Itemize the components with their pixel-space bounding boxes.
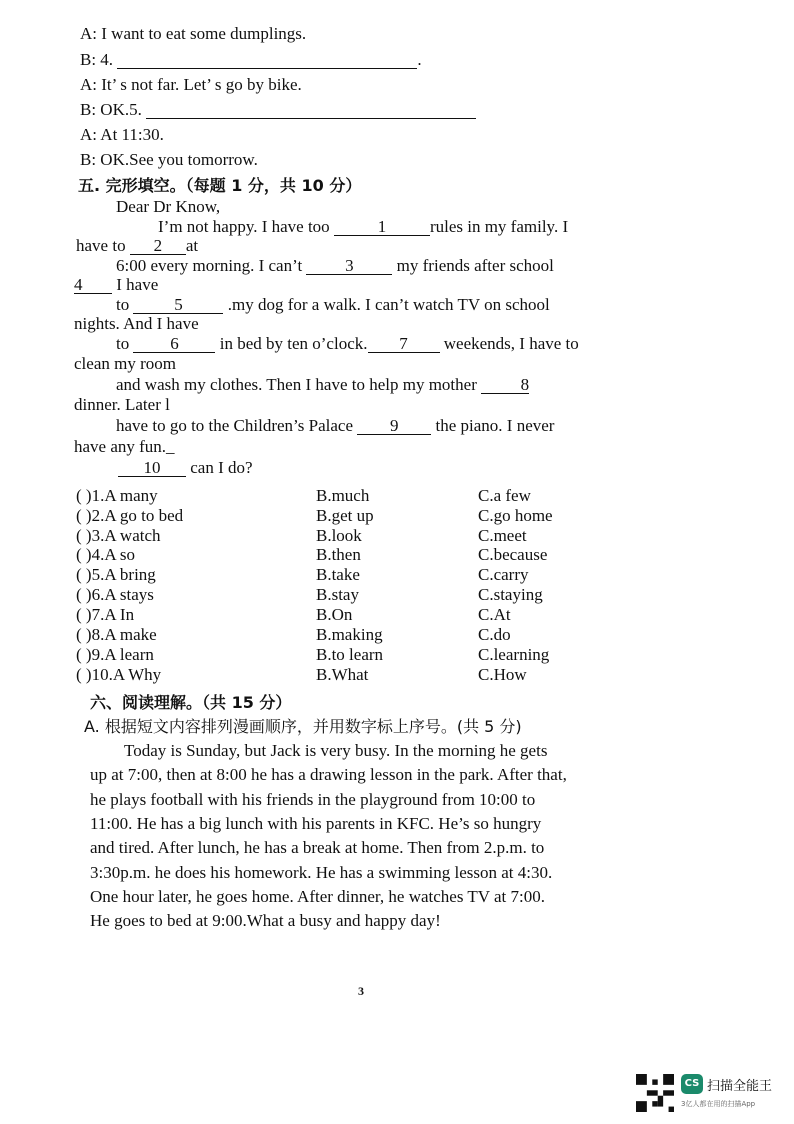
option-row-6-b: B.stay bbox=[316, 585, 359, 604]
option-row-8-b: B.making bbox=[316, 625, 383, 644]
cloze-line-m bbox=[118, 458, 253, 478]
option-row-6-c: C.staying bbox=[478, 585, 543, 604]
option-row-2-b: B.get up bbox=[316, 506, 374, 525]
cloze-text: I have bbox=[116, 275, 159, 294]
cloze-line-k bbox=[116, 416, 554, 436]
cloze-text: weekends, I have to bbox=[443, 334, 579, 353]
cloze-blank-1[interactable]: 1 bbox=[334, 218, 430, 236]
cloze-text: can I do? bbox=[190, 458, 253, 477]
answer-blank-5[interactable] bbox=[146, 101, 476, 119]
cloze-line-j: dinner. Later l bbox=[74, 395, 170, 414]
passage-line-2: up at 7:00, then at 8:00 he has a drawing lesson in the park. After that, bbox=[90, 765, 567, 785]
cloze-blank-2[interactable]: 2 bbox=[130, 237, 186, 255]
option-row-2-number-a[interactable]: ( )2.A go to bed bbox=[76, 506, 184, 525]
cloze-text: the piano. I never bbox=[435, 416, 555, 435]
option-row-10-number-a[interactable]: ( )10.A Why bbox=[76, 665, 162, 684]
option-row-3-number-a[interactable]: ( )3.A watch bbox=[76, 526, 161, 545]
option-row-8-c: C.do bbox=[478, 625, 511, 644]
dialogue-line-2-suffix: . bbox=[417, 50, 422, 69]
option-row-3-b: B.look bbox=[316, 526, 362, 545]
passage-line-8: He goes to bed at 9:00.What a busy and happy day! bbox=[90, 911, 441, 931]
option-row-10-b: B.What bbox=[316, 665, 369, 684]
passage-line-5: and tired. After lunch, he has a break at home. Then from 2.p.m. to bbox=[90, 838, 545, 858]
cloze-line-g bbox=[116, 334, 579, 354]
camscanner-logo: CS bbox=[681, 1074, 703, 1094]
cloze-text: 6:00 every morning. I can’t bbox=[116, 256, 303, 275]
passage-line-4: 11:00. He has a big lunch with his parents in KFC. He’s so hungry bbox=[90, 813, 542, 833]
cloze-line-h: clean my room bbox=[74, 354, 176, 373]
dialogue-line-5: A: At 11:30. bbox=[80, 125, 164, 144]
cloze-text: .my dog for a walk. I can’t watch TV on school bbox=[227, 295, 550, 314]
cloze-line-l: have any fun._ bbox=[74, 437, 175, 456]
part-a-instruction: A. 根据短文内容排列漫画顺序，并用数字标上序号。(共 5 分) bbox=[84, 717, 522, 736]
cloze-text: to bbox=[116, 295, 130, 314]
cloze-text: have to bbox=[76, 236, 126, 255]
option-row-8-number-a[interactable]: ( )8.A make bbox=[76, 625, 157, 644]
cloze-text: in bed by ten o’clock. bbox=[219, 334, 368, 353]
answer-blank-4[interactable] bbox=[117, 51, 417, 69]
option-row-2-c: C.go home bbox=[478, 506, 553, 525]
dialogue-line-6: B: OK.See you tomorrow. bbox=[80, 150, 258, 169]
option-row-9-b: B.to learn bbox=[316, 645, 384, 664]
option-row-3-c: C.meet bbox=[478, 526, 527, 545]
dialogue-line-3: A: It’ s not far. Let’ s go by bike. bbox=[80, 75, 302, 94]
option-row-1-b: B.much bbox=[316, 486, 370, 505]
option-row-4-c: C.because bbox=[478, 545, 548, 564]
cloze-text: have to go to the Children’s Palace bbox=[116, 416, 353, 435]
dialogue-line-1: A: I want to eat some dumplings. bbox=[80, 24, 307, 43]
camscanner-name: 扫描全能王 bbox=[707, 1079, 773, 1094]
cloze-line-d bbox=[74, 275, 158, 295]
cloze-text: I’m not happy. I have too bbox=[158, 217, 330, 236]
passage-line-6: 3:30p.m. he does his homework. He has a swimming lesson at 4:30. bbox=[90, 862, 553, 882]
cloze-text: at bbox=[185, 236, 199, 255]
cloze-line-e bbox=[116, 295, 550, 315]
option-row-6-number-a[interactable]: ( )6.A stays bbox=[76, 585, 154, 604]
page-number: 3 bbox=[358, 984, 364, 998]
section5-title: 五. 完形填空。（每题 1 分，共 10 分） bbox=[78, 176, 362, 195]
cloze-blank-4[interactable]: 4 bbox=[74, 276, 112, 294]
dialogue-line-4 bbox=[80, 100, 476, 120]
option-row-4-b: B.then bbox=[316, 545, 361, 564]
passage-line-1: Today is Sunday, but Jack is very busy. In the morning he gets bbox=[124, 741, 548, 760]
cloze-text: my friends after school bbox=[396, 256, 554, 275]
cloze-line-a bbox=[158, 217, 568, 237]
cloze-blank-7[interactable]: 7 bbox=[368, 335, 440, 353]
option-row-9-number-a[interactable]: ( )9.A learn bbox=[76, 645, 154, 664]
cloze-blank-3[interactable]: 3 bbox=[306, 257, 392, 275]
dialogue-line-2 bbox=[80, 50, 422, 70]
cloze-blank-9[interactable]: 9 bbox=[357, 417, 431, 435]
letter-salutation: Dear Dr Know, bbox=[116, 197, 221, 216]
option-row-1-c: C.a few bbox=[478, 486, 531, 505]
cloze-text: to bbox=[116, 334, 130, 353]
dialogue-line-2-prefix: B: 4. bbox=[80, 50, 114, 69]
option-row-7-number-a[interactable]: ( )7.A In bbox=[76, 605, 135, 624]
cloze-blank-5[interactable]: 5 bbox=[133, 296, 223, 314]
cloze-line-c bbox=[116, 256, 554, 276]
option-row-5-b: B.take bbox=[316, 565, 360, 584]
cloze-blank-8[interactable]: 8 bbox=[481, 376, 529, 394]
option-row-5-c: C.carry bbox=[478, 565, 529, 584]
cloze-blank-10[interactable]: 10 bbox=[118, 459, 186, 477]
cloze-line-i bbox=[116, 375, 529, 395]
cloze-line-b bbox=[76, 236, 198, 256]
option-row-5-number-a[interactable]: ( )5.A bring bbox=[76, 565, 156, 584]
option-row-7-b: B.On bbox=[316, 605, 353, 624]
option-row-4-number-a[interactable]: ( )4.A so bbox=[76, 545, 136, 564]
cloze-blank-6[interactable]: 6 bbox=[133, 335, 215, 353]
qr-code-icon bbox=[636, 1074, 674, 1112]
option-row-7-c: C.At bbox=[478, 605, 511, 624]
cloze-line-f: nights. And I have bbox=[74, 314, 199, 333]
passage-line-3: he plays football with his friends in the playground from 10:00 to bbox=[90, 789, 536, 809]
dialogue-line-4-prefix: B: OK.5. bbox=[80, 100, 142, 119]
camscanner-tagline: 3亿人都在用的扫描App bbox=[681, 1100, 756, 1108]
cloze-text: and wash my clothes. Then I have to help my mother bbox=[116, 375, 477, 394]
option-row-1-number-a[interactable]: ( )1.A many bbox=[76, 486, 158, 505]
option-row-10-c: C.How bbox=[478, 665, 527, 684]
option-row-9-c: C.learning bbox=[478, 645, 550, 664]
cloze-text: rules in my family. I bbox=[429, 217, 569, 236]
passage-line-7: One hour later, he goes home. After dinner, he watches TV at 7:00. bbox=[90, 886, 545, 906]
section6-title: 六、阅读理解。（共 15 分） bbox=[90, 693, 292, 712]
